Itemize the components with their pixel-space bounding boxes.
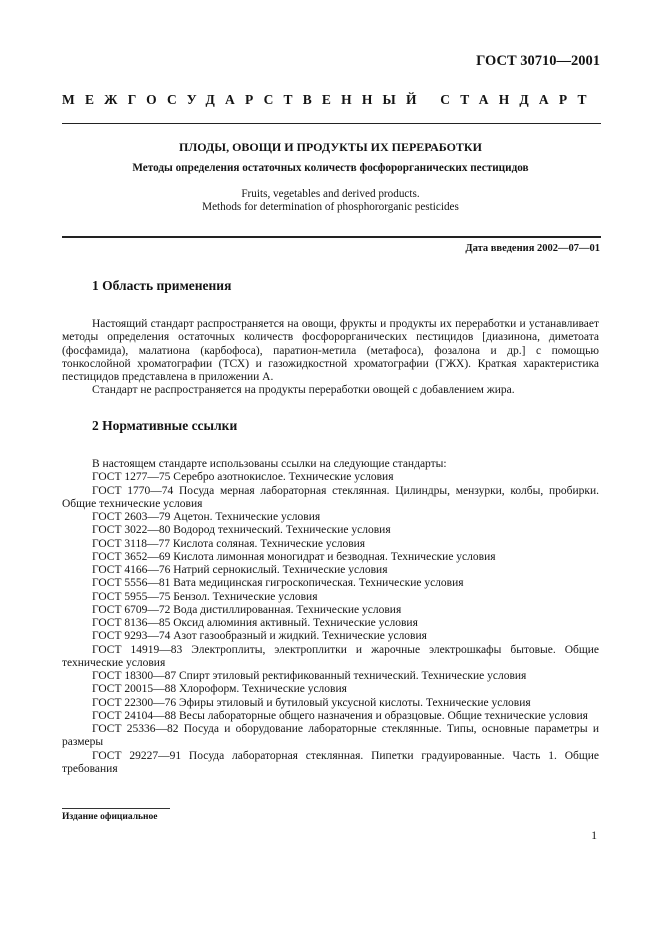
section-1-body xyxy=(62,318,599,398)
english-title-line-2: Methods for determination of phosphororganic pesticides xyxy=(202,201,459,213)
reference-item: ГОСТ 25336—82 Посуда и оборудование лабораторные стеклянные. Типы, основные параметры и размеры xyxy=(62,723,599,749)
document-subtitle: Методы определения остаточных количеств фосфорорганических пестицидов xyxy=(132,162,529,174)
normative-references-list xyxy=(62,458,599,776)
footer-rule xyxy=(62,808,170,809)
reference-item: ГОСТ 8136—85 Оксид алюминия активный. Технические условия xyxy=(92,617,418,629)
reference-item: ГОСТ 3118—77 Кислота соляная. Технические условия xyxy=(92,537,366,550)
english-title-line-1: Fruits, vegetables and derived products. xyxy=(241,188,420,200)
reference-item: ГОСТ 3022—80 Водород технический. Технические условия xyxy=(92,524,391,537)
section-1-paragraph: Стандарт не распространяется на продукты переработки овощей с добавлением жира. xyxy=(92,384,515,397)
page-number: 1 xyxy=(591,830,597,842)
section-1-heading: 1 Область применения xyxy=(92,278,232,293)
section-2-heading: 2 Нормативные ссылки xyxy=(92,418,238,433)
interstate-standard-label: МЕЖГОСУДАРСТВЕННЫЙ СТАНДАРТ xyxy=(62,92,597,107)
reference-item: ГОСТ 4166—76 Натрий сернокислый. Технические условия xyxy=(92,564,388,576)
reference-item: ГОСТ 18300—87 Спирт этиловый ректификованный технический. Технические условия xyxy=(92,670,527,682)
english-title xyxy=(0,188,661,214)
title-rule xyxy=(62,236,601,238)
standard-number: ГОСТ 30710—2001 xyxy=(476,53,600,69)
reference-item: ГОСТ 1770—74 Посуда мерная лабораторная стеклянная. Цилиндры, мензурки, колбы, пробирки. Общие технические условия xyxy=(62,484,599,510)
document-title: ПЛОДЫ, ОВОЩИ И ПРОДУКТЫ ИХ ПЕРЕРАБОТКИ xyxy=(179,140,482,154)
introduction-date: Дата введения 2002—07—01 xyxy=(465,243,600,254)
reference-item: ГОСТ 5556—81 Вата медицинская гигроскопическая. Технические условия xyxy=(92,577,464,590)
reference-item: ГОСТ 2603—79 Ацетон. Технические условия xyxy=(92,511,321,523)
reference-item: ГОСТ 14919—83 Электроплиты, электроплитки и жарочные электрошкафы бытовые. Общие технические условия xyxy=(62,643,599,669)
reference-item: ГОСТ 1277—75 Серебро азотнокислое. Технические условия xyxy=(92,471,394,484)
reference-item: ГОСТ 5955—75 Бензол. Технические условия xyxy=(92,590,318,603)
reference-item: ГОСТ 20015—88 Хлороформ. Технические условия xyxy=(92,683,347,696)
reference-item: ГОСТ 9293—74 Азот газообразный и жидкий. Технические условия xyxy=(92,630,427,643)
section-1-paragraph: Настоящий стандарт распространяется на овощи, фрукты и продукты их переработки и устанавливает методы определения остаточных количеств фосфорорганических пестицидов [диазинона, диметоата (фосфамида), малатиона (карбофоса), паратион-метила (метафоса), фозалона и др.] с помощью тонкослойной хроматографии (ТСХ) и газожидкостной хроматографии (ГЖХ). Краткая характеристика пестицидов представлена в приложении А. xyxy=(62,318,599,384)
reference-item: ГОСТ 6709—72 Вода дистиллированная. Технические условия xyxy=(92,603,402,616)
reference-item: ГОСТ 3652—69 Кислота лимонная моногидрат и безводная. Технические условия xyxy=(92,550,496,563)
reference-item: ГОСТ 24104—88 Весы лабораторные общего назначения и образцовые. Общие технические условия xyxy=(92,709,588,722)
reference-item: ГОСТ 22300—76 Эфиры этиловый и бутиловый уксусной кислоты. Технические условия xyxy=(92,696,531,709)
references-intro: В настоящем стандарте использованы ссылки на следующие стандарты: xyxy=(92,458,447,470)
top-rule xyxy=(62,123,601,124)
official-edition-label: Издание официальное xyxy=(62,812,158,822)
reference-item: ГОСТ 29227—91 Посуда лабораторная стеклянная. Пипетки градуированные. Часть 1. Общие требования xyxy=(62,749,599,775)
